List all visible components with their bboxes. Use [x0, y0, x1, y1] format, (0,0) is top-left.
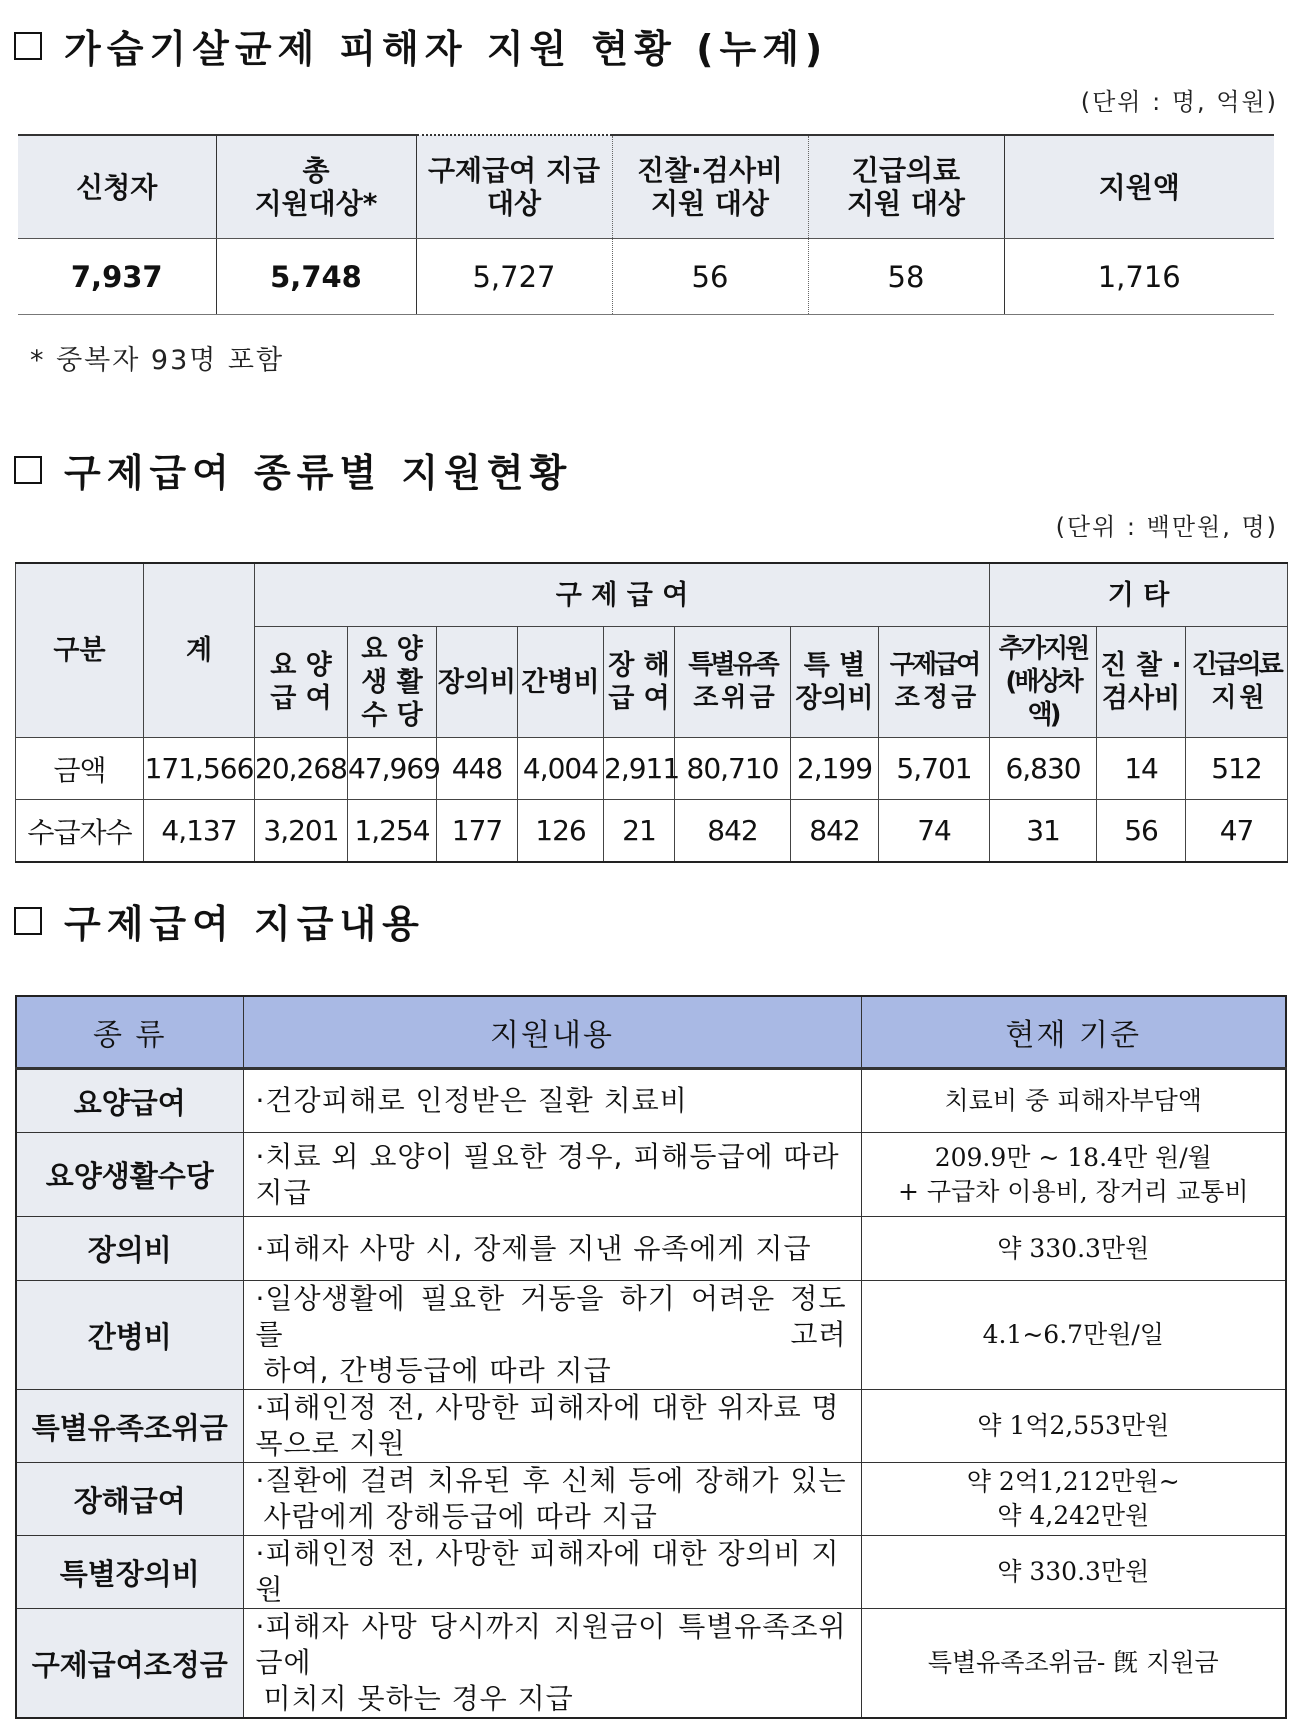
section2-unit: (단위 : 백만원, 명)	[1055, 513, 1278, 541]
subheader-line: 긴급의료	[1192, 650, 1281, 680]
subheader-line: 진 찰 ·	[1100, 650, 1182, 681]
relief-kind: 요양생활수당	[16, 1133, 243, 1217]
checkbox-square-icon	[14, 32, 42, 60]
header-applicants: 신청자	[18, 135, 216, 239]
subheader-col	[791, 627, 879, 738]
value-exam-target: 56	[612, 239, 808, 315]
relief-description	[243, 1536, 861, 1609]
row-value: 448	[437, 738, 518, 800]
relief-kind: 간병비	[16, 1281, 243, 1390]
subheader-col	[604, 627, 675, 738]
duplicate-note: * 중복자 93명 포함	[30, 345, 285, 376]
standard-line: 4.1~6.7만원/일	[982, 1320, 1164, 1349]
standard-line: 약 4,242만원	[997, 1501, 1150, 1530]
header-emergency-line1: 긴급의료	[851, 154, 961, 187]
subheader-line: 검사비	[1101, 683, 1181, 714]
relief-description	[243, 1069, 861, 1133]
subheader-line: (배상차액)	[1005, 666, 1081, 730]
row-label: 수급자수	[16, 800, 144, 863]
subheader-line: 요 양	[361, 633, 423, 665]
table-header-row	[16, 563, 1288, 627]
row-value: 1,254	[348, 800, 437, 863]
row-value: 512	[1186, 738, 1288, 800]
relief-standard	[861, 1463, 1286, 1536]
relief-description	[243, 1217, 861, 1281]
header-exam-line1: 진찰·검사비	[637, 154, 783, 187]
row-value: 2,911	[604, 738, 675, 800]
value-relief-target: 5,727	[416, 239, 612, 315]
relief-detail-table	[15, 995, 1287, 1719]
row-value: 177	[437, 800, 518, 863]
header-sum: 계	[144, 563, 255, 738]
relief-kind: 구제급여조정금	[16, 1609, 243, 1719]
header-exam-target	[612, 135, 808, 239]
relief-standard	[861, 1609, 1286, 1719]
subheader-line: 간병비	[521, 666, 600, 698]
subheader-col	[1097, 627, 1186, 738]
subheader-line: 특 별	[803, 650, 866, 681]
section1-title-text: 가습기살균제 피해자 지원 현황 (누계)	[64, 27, 829, 71]
subheader-col	[990, 627, 1097, 738]
subheader-line: 지 원	[1211, 683, 1262, 713]
standard-line: 약 1억2,553만원	[977, 1411, 1170, 1440]
checkbox-square-icon	[14, 907, 42, 935]
relief-description	[243, 1463, 861, 1536]
description-line: ·피해자 사망 당시까지 지원금이 특별유족조위금에	[255, 1610, 847, 1679]
relief-kind: 장해급여	[16, 1463, 243, 1536]
table-row	[16, 1536, 1286, 1609]
subheader-col	[255, 627, 348, 738]
section3-title-text: 구제급여 지급내용	[64, 902, 425, 946]
relief-description	[243, 1390, 861, 1463]
description-line: 사람에게 장해등급에 따라 지급	[263, 1500, 658, 1533]
header-category: 구분	[16, 563, 144, 738]
relief-type-table	[15, 562, 1288, 863]
table-header-row	[18, 135, 1274, 239]
table-row	[16, 1133, 1286, 1217]
description-line: 하여, 간병등급에 따라 지급	[263, 1354, 612, 1387]
row-value: 4,004	[518, 738, 604, 800]
row-value: 80,710	[675, 738, 791, 800]
relief-kind: 요양급여	[16, 1069, 243, 1133]
header-total-line1: 총	[302, 154, 330, 187]
subheader-line: 조 위 금	[693, 683, 772, 713]
table-row	[16, 1463, 1286, 1536]
relief-standard	[861, 1390, 1286, 1463]
subheader-line: 추가지원	[998, 633, 1088, 664]
subheader-line: 생 활	[361, 666, 423, 698]
row-value: 56	[1097, 800, 1186, 863]
row-value: 21	[604, 800, 675, 863]
description-line: ·질환에 걸려 치유된 후 신체 등에 장해가 있는	[255, 1464, 847, 1497]
value-applicants: 7,937	[18, 239, 216, 315]
relief-kind: 특별장의비	[16, 1536, 243, 1609]
header-emergency-target	[808, 135, 1004, 239]
relief-standard	[861, 1281, 1286, 1390]
table-row	[16, 800, 1288, 863]
standard-line: 치료비 중 피해자부담액	[944, 1086, 1202, 1115]
subheader-line: 구제급여	[889, 650, 979, 680]
table-row	[16, 1281, 1286, 1390]
value-emergency-target: 58	[808, 239, 1004, 315]
standard-line: 209.9만 ~ 18.4만 원/월	[934, 1142, 1212, 1172]
table-row	[16, 1217, 1286, 1281]
relief-description	[243, 1133, 861, 1217]
subheader-col	[1186, 627, 1288, 738]
relief-kind: 장의비	[16, 1217, 243, 1281]
table-row	[16, 1069, 1286, 1133]
value-total-target: 5,748	[216, 239, 416, 315]
header-relief-target	[416, 135, 612, 239]
subheader-line: 장의비	[437, 666, 517, 698]
table-row	[18, 239, 1274, 315]
row-value: 20,268	[255, 738, 348, 800]
subheader-line: 장 해	[608, 650, 670, 681]
relief-description	[243, 1281, 861, 1390]
row-label: 금액	[16, 738, 144, 800]
relief-standard	[861, 1069, 1286, 1133]
row-value: 126	[518, 800, 604, 863]
table-row	[16, 738, 1288, 800]
header-total-line2: 지원대상*	[254, 187, 378, 220]
header-total-target	[216, 135, 416, 239]
table-row	[16, 1390, 1286, 1463]
subheader-line: 장의비	[795, 683, 874, 714]
header-relief-group: 구 제 급 여	[255, 563, 990, 627]
relief-description	[243, 1609, 861, 1719]
standard-line: 약 330.3만원	[997, 1557, 1150, 1586]
header-standard: 현재 기준	[861, 996, 1286, 1069]
header-relief-line2: 대상	[486, 187, 542, 220]
row-value: 2,199	[791, 738, 879, 800]
description-line: ·피해인정 전, 사망한 피해자에 대한 위자료 명목으로 지원	[255, 1391, 840, 1460]
row-value: 74	[879, 800, 990, 863]
checkbox-square-icon	[14, 456, 42, 484]
row-value: 31	[990, 800, 1097, 863]
subheader-line: 특별유족	[688, 650, 777, 680]
subheader-col	[518, 627, 604, 738]
relief-standard	[861, 1536, 1286, 1609]
row-value: 47,969	[348, 738, 437, 800]
row-value: 14	[1097, 738, 1186, 800]
relief-standard	[861, 1133, 1286, 1217]
description-line: ·피해인정 전, 사망한 피해자에 대한 장의비 지원	[255, 1537, 840, 1606]
subheader-col	[348, 627, 437, 738]
description-line: ·일상생활에 필요한 거동을 하기 어려운 정도를 고려	[255, 1282, 847, 1351]
standard-line: 특별유족조위금- 旣 지원금	[927, 1648, 1219, 1677]
support-summary-table	[18, 134, 1274, 315]
subheader-line: 급 여	[270, 683, 332, 714]
subheader-line: 요 양	[270, 650, 332, 681]
row-sum: 171,566	[144, 738, 255, 800]
standard-line: 약 330.3만원	[997, 1233, 1150, 1263]
description-line: ·치료 외 요양이 필요한 경우, 피해등급에 따라 지급	[255, 1139, 840, 1209]
value-amount: 1,716	[1004, 239, 1274, 315]
header-kind: 종 류	[16, 996, 243, 1069]
header-amount: 지원액	[1004, 135, 1274, 239]
subheader-line: 조 정 금	[894, 683, 974, 713]
subheader-line: 수 당	[361, 699, 423, 731]
section2-title	[14, 442, 572, 497]
header-relief-line1: 구제급여 지급	[427, 154, 601, 187]
row-value: 842	[675, 800, 791, 863]
subheader-line: 급 여	[608, 683, 670, 714]
section3-title	[14, 893, 425, 948]
description-line: ·건강피해로 인정받은 질환 치료비	[255, 1084, 688, 1117]
subheader-col	[437, 627, 518, 738]
section1-title	[14, 18, 828, 73]
section2-title-text: 구제급여 종류별 지원현황	[64, 451, 573, 495]
row-value: 3,201	[255, 800, 348, 863]
section1-unit: (단위 : 명, 억원)	[1080, 88, 1278, 116]
header-exam-line2: 지원 대상	[651, 187, 769, 220]
standard-line: 약 2억1,212만원~	[966, 1467, 1180, 1496]
relief-kind: 특별유족조위금	[16, 1390, 243, 1463]
description-line: ·피해자 사망 시, 장제를 지낸 유족에게 지급	[255, 1231, 812, 1265]
table-row	[16, 1609, 1286, 1719]
row-value: 47	[1186, 800, 1288, 863]
row-sum: 4,137	[144, 800, 255, 863]
relief-standard	[861, 1217, 1286, 1281]
header-other-group: 기 타	[990, 563, 1288, 627]
subheader-col	[675, 627, 791, 738]
row-value: 5,701	[879, 738, 990, 800]
subheader-col	[879, 627, 990, 738]
header-emergency-line2: 지원 대상	[847, 187, 965, 220]
standard-line: + 구급차 이용비, 장거리 교통비	[898, 1176, 1249, 1206]
description-line: 미치지 못하는 경우 지급	[263, 1682, 574, 1715]
header-content: 지원내용	[243, 996, 861, 1069]
table-header-row	[16, 996, 1286, 1069]
row-value: 6,830	[990, 738, 1097, 800]
row-value: 842	[791, 800, 879, 863]
